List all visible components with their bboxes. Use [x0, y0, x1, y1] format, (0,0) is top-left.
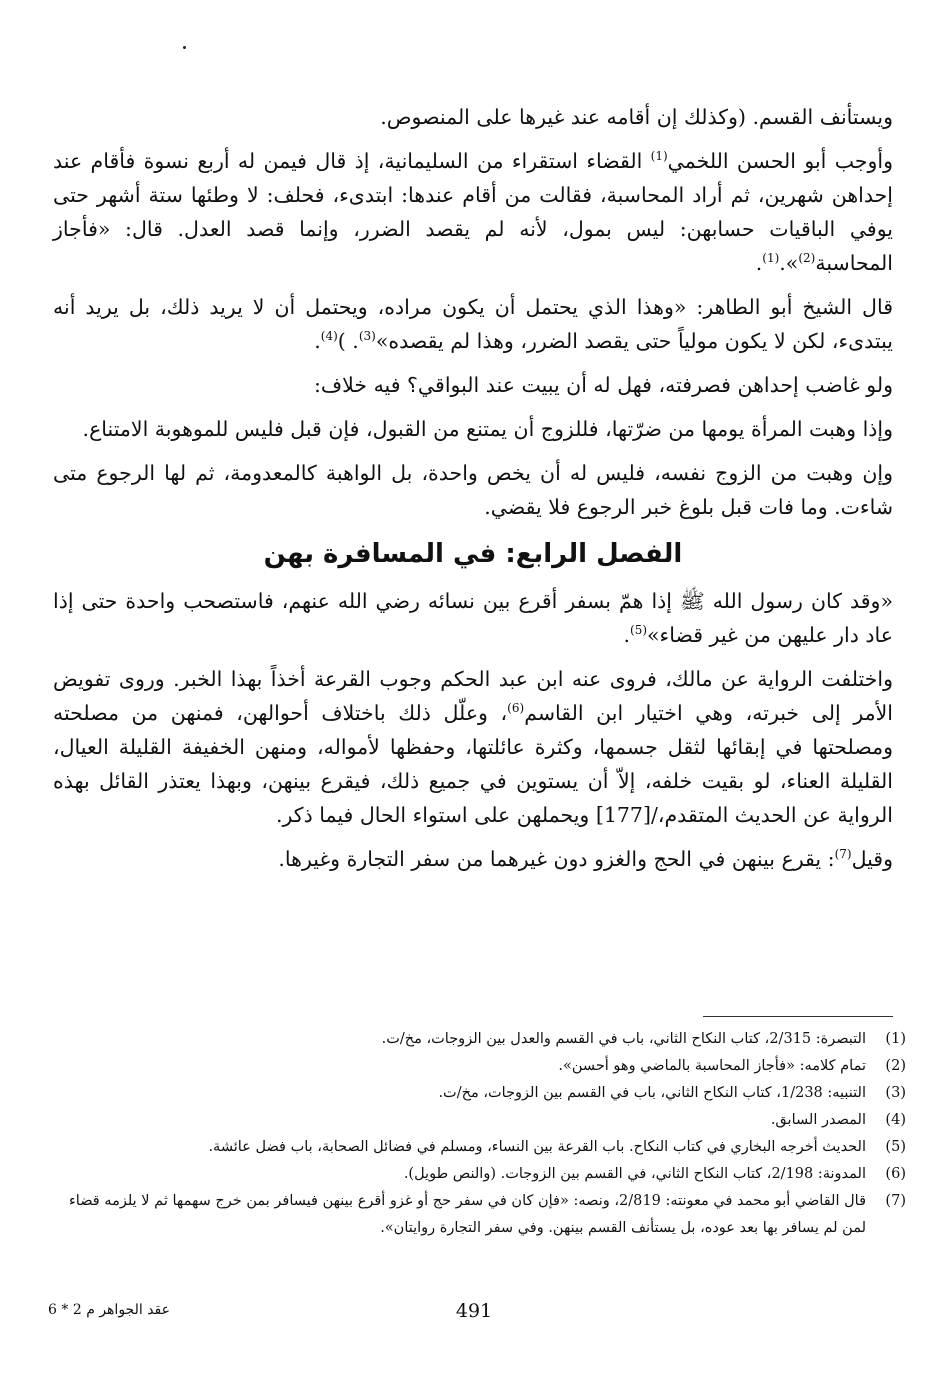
footnote-text: تمام كلامه: «فأجاز المحاسبة بالماضي وهو أحسن». — [558, 1058, 866, 1074]
footnote-ref-3[interactable]: (3) — [358, 329, 376, 344]
paragraph-1: ويستأنف القسم. (وكذلك إن أقامه عند غيرها على المنصوص. — [380, 105, 893, 129]
paragraph-8-a: وروى تفويض الأمر إلى خبرته، وهي اختيار ابن القاسم — [53, 667, 894, 725]
footnote-3 — [44, 1080, 906, 1107]
footnote-number: (4) — [885, 1112, 906, 1128]
paragraph-9 — [53, 842, 893, 876]
paragraph-7 — [53, 584, 893, 652]
footnote-text: قال القاضي أبو محمد في معونته: 2/819، ونصه: «فإن كان في سفر حج أو غزو أقرع بينهن فيسافر بمن خرج سهمها ثم لا يلزمه قضاء لمن لم يسافر بها بعد عوده، بل يستأنف القسم بينهن. وفي سفر التجارة روايتان». — [68, 1193, 866, 1236]
footnote-2 — [44, 1053, 906, 1080]
chapter-title: الفصل الرابع: في المسافرة بهن — [263, 539, 683, 569]
paragraph-3-end: . — [314, 329, 321, 353]
paragraph-3-close: . ) — [337, 329, 359, 353]
paragraph-2-rest: القضاء استقراء من السليمانية، إذ قال فيمن له أربع نسوة فأقام عند إحداهن شهرين، ثم أراد المحاسبة، فقالت من أقام عندها: ابتدىء، فحلف: لا — [53, 149, 893, 207]
footnote-number: (1) — [885, 1031, 906, 1047]
footnote-separator — [703, 1016, 893, 1017]
footnote-number: (7) — [885, 1193, 906, 1209]
footnote-number: (3) — [885, 1085, 906, 1101]
paragraph-8 — [53, 662, 893, 832]
footnote-ref-6[interactable]: (6) — [507, 701, 525, 716]
footnote-text: المصدر السابق. — [770, 1112, 866, 1128]
footnote-text: التبصرة: 2/315، كتاب النكاح الثاني، باب في القسم والعدل بين الزوجات، مخ/ت. — [381, 1031, 866, 1047]
paragraph-9-a: وقيل — [851, 847, 893, 871]
printer-signature: عقد الجواهر م 2 * 6 — [48, 1302, 170, 1318]
paragraph-9-b: : يقرع بينهن في الحج والغزو دون غيرهما من سفر التجارة وغيرها. — [278, 847, 835, 871]
footnote-5 — [44, 1134, 906, 1161]
footnote-text: الحديث أخرجه البخاري في كتاب النكاح. باب القرعة بين النساء، ومسلم في فضائل الصحابة، باب فضل عائشة. — [208, 1139, 866, 1155]
paragraph-5: وإذا وهبت المرأة يومها من ضرّتها، فللزوج أن يمتنع من القبول، فإن قبل فليس للموهوبة الامتناع. — [82, 417, 893, 441]
paragraph-8-text: واختلفت الرواية عن مالك، فروى عنه ابن عبد الحكم وجوب القرعة أخذاً بهذا الخبر. — [173, 667, 893, 691]
footnote-ref-1b[interactable]: (1) — [762, 251, 780, 266]
footnote-number: (5) — [885, 1139, 906, 1155]
footnote-ref-7[interactable]: (7) — [834, 847, 852, 862]
footnote-text: التنبيه: 1/238، كتاب النكاح الثاني، باب في القسم بين الزوجات، مخ/ت. — [438, 1085, 866, 1101]
footnote-4 — [44, 1107, 906, 1134]
paragraph-2 — [53, 144, 893, 280]
footnote-1 — [44, 1026, 906, 1053]
paragraph-3 — [53, 290, 893, 358]
footnote-ref-4[interactable]: (4) — [320, 329, 338, 344]
footnote-text: المدونة: 2/198، كتاب النكاح الثاني، في القسم بين الزوجات. (والنص طويل). — [403, 1166, 866, 1182]
paragraph-6: وإن وهبت من الزوج نفسه، فليس له أن يخص واحدة، بل الواهبة كالمعدومة، ثم لها الرجوع متى شاءت. وما فات قبل بلوغ خبر الرجوع فلا يقضي. — [53, 461, 893, 519]
quote-close: ». — [779, 251, 799, 275]
footnote-number: (2) — [885, 1058, 906, 1074]
footnote-ref-1[interactable]: (1) — [650, 149, 668, 164]
page-number: 491 — [455, 1300, 493, 1322]
main-text — [53, 100, 893, 886]
paragraph-2-start: وأوجب أبو الحسن اللخمي — [667, 149, 893, 173]
sentence-end: . — [755, 251, 763, 275]
paragraph-2-cont: وطئها ستة أشهر حتى يوفي الباقيات حسابهن: ليس بمول، لأنه لم يقصد الضرر، وإنما قصد العدل. قال: «فأجاز المحاسبة — [53, 183, 893, 275]
paragraph-3-text: قال الشيخ أبو الطاهر: «وهذا الذي يحتمل أن يكون مراده، ويحتمل أن لا يريد ذلك، بل يريد أنه يبتدىء، لكن لا يكون مولياً حتى يقصد الضرر، وهذا لم يقصده» — [53, 295, 893, 353]
paragraph-8-b: ، وعلّل ذلك باختلاف أحوالهن، فمنهن من مصلحته ومصلحتها في إبقائها لثقل جسمها، وكثرة عائلتها، وحفظها لأمواله، ومنهن الخفيفة القليلة العيال، القليلة العناء، لو بقيت خلفه، إلاّ أن يستوين في جميع ذلك، فيقرع بينهن، وبهذا يعتذر القائل بهذه الرواية عن الحديث المتقدم،/[177] ويحملهن على استواء الحال فيما ذكر. — [53, 701, 893, 827]
footnote-number: (6) — [885, 1166, 906, 1182]
paragraph-4: ولو غاضب إحداهن فصرفته، فهل له أن يبيت عند البواقي؟ فيه خلاف: — [313, 373, 893, 397]
scan-speck — [183, 46, 186, 49]
footnote-ref-5[interactable]: (5) — [630, 623, 648, 638]
footnote-ref-2[interactable]: (2) — [798, 251, 816, 266]
footnote-6 — [44, 1161, 906, 1188]
footnotes-list — [44, 1026, 906, 1242]
footnote-7 — [44, 1188, 906, 1242]
hadith-quote: «وقد كان رسول الله ﷺ إذا همّ بسفر أقرع بين نسائه رضي الله عنهم، فاستصحب واحدة حتى إذا عاد دار عليهن من غير قضاء» — [53, 589, 893, 647]
paragraph-7-end: . — [623, 623, 630, 647]
